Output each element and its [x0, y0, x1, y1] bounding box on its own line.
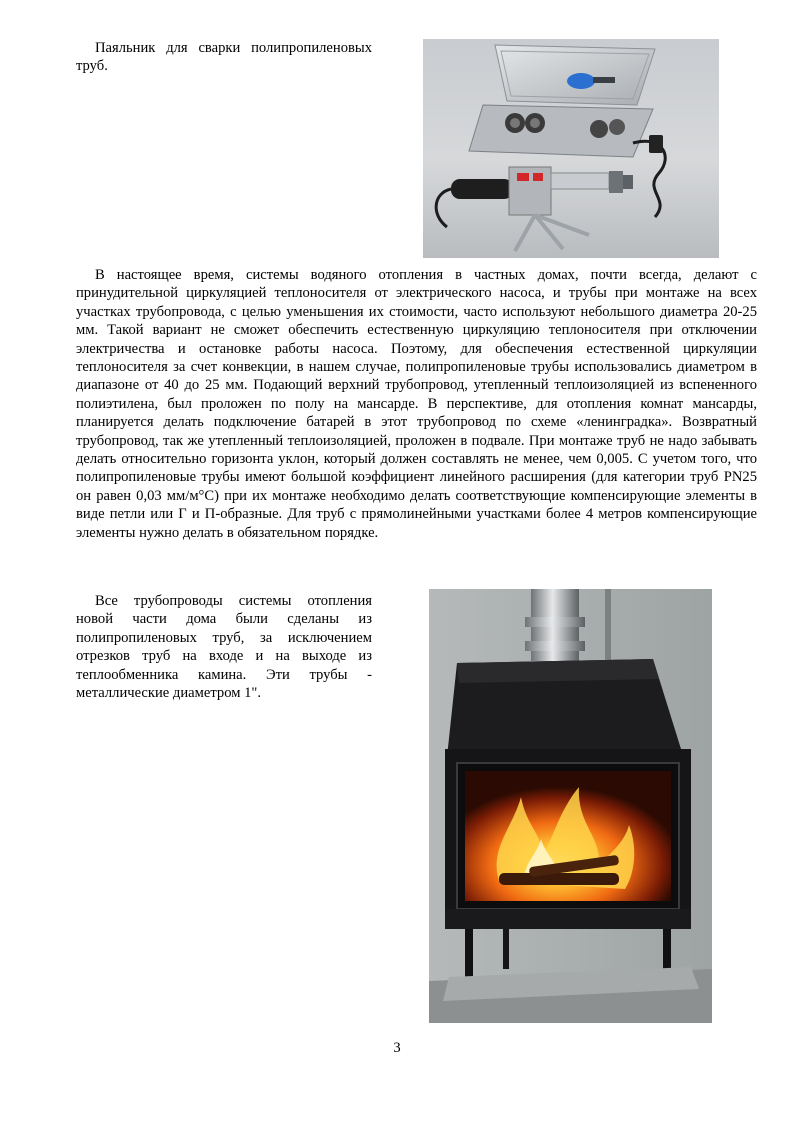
heating-pipes-paragraph: Все трубопроводы системы отопления новой части дома были сделаны из полипропиленовых труб, за исключением отрезков труб на входе и на выходе из теплообменника камина. Эти трубы - металлические диаметром 1". [76, 593, 372, 702]
soldering-iron-caption: Паяльник для сварки полипропиленовых труб. [76, 40, 372, 75]
fireplace-photo [429, 589, 712, 1023]
page-number: 3 [393, 1040, 401, 1056]
soldering-iron-photo [423, 39, 719, 258]
main-paragraph: В настоящее время, системы водяного отопления в частных домах, почти всегда, делают с принудительной циркуляцией теплоносителя от электрического насоса, и трубы при монтаже на всех участках трубопровода, с целью уменьшения их стоимости, часто используют небольшого диаметра 20-25 мм. Такой вариант не сможет обеспечить естественную циркуляцию теплоносителя при отключении электричества и остановке работы насоса. Поэтому, для обеспечения естественной циркуляции теплоносителя за счет конвекции, в нашем случае, полипропиленовые трубы использовались диаметром в диапазоне от 40 до 25 мм. Подающий верхний трубопровод, утепленный теплоизоляцией из вспененного полиэтилена, был проложен по полу на мансарде. В перспективе, для отопления комнат мансарды, планируется делать подключение батарей в этот трубопровод по схеме «ленинградка». Возвратный трубопровод, так же утепленный теплоизоляцией, проложен в подвале. При монтаже труб не надо забывать делать относительно горизонта уклон, который должен составлять не менее, чем 0,005. С учетом того, что полипропиленовые трубы имеют большой коэффициент линейного расширения (для категории труб PN25 он равен 0,03 мм/м°С) при их монтаже необходимо делать соответствующие компенсирующие элементы в виде петли или Г и П-образные. Для труб с прямолинейными участками более 4 метров компенсирующие элементы нужно делать в обязательном порядке. [76, 267, 757, 541]
